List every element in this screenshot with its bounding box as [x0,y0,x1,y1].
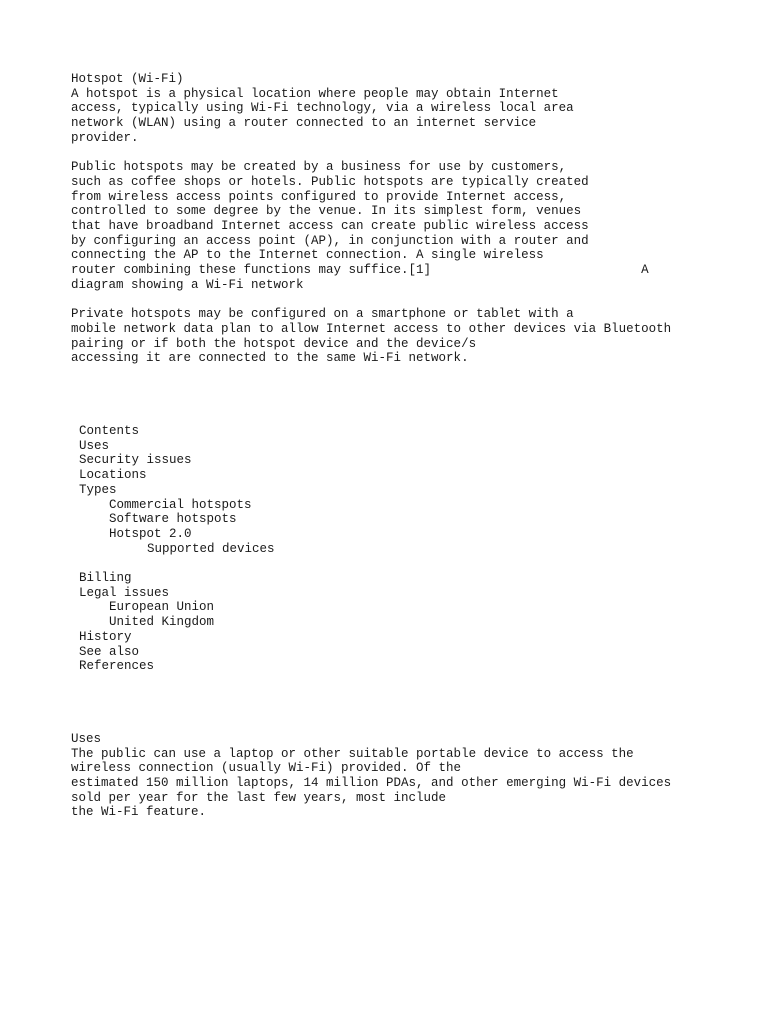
uses-heading: Uses [71,731,102,746]
private-line: pairing or if both the hotspot device and the device/s [71,336,477,351]
uses-line: wireless connection (usually Wi-Fi) provided. Of the [71,761,462,776]
toc-item-types[interactable]: Types [79,482,117,497]
private-line: accessing it are connected to the same Wi-Fi network. [71,351,469,366]
intro-line: provider. [71,130,139,145]
intro-line: A hotspot is a physical location where people may obtain Internet [71,86,559,101]
private-line: Private hotspots may be configured on a smartphone or tablet with a [71,307,574,322]
public-line: by configuring an access point (AP), in conjunction with a router and [71,233,589,248]
toc-item-locations[interactable]: Locations [79,468,147,483]
toc-item-software-hotspots[interactable]: Software hotspots [109,512,237,527]
toc-item-references[interactable]: References [79,659,155,674]
intro-line: access, typically using Wi-Fi technology, via a wireless local area [71,101,574,116]
toc-item-uses[interactable]: Uses [79,438,110,453]
uses-line: sold per year for the last few years, most include [71,790,447,805]
public-line: router combining these functions may suffice.[1] A [71,263,649,278]
public-line: such as coffee shops or hotels. Public hotspots are typically created [71,174,589,189]
intro-section [71,72,711,146]
document-body [71,72,711,820]
private-line: mobile network data plan to allow Internet access to other devices via Bluetooth [71,321,672,336]
toc-spacer [79,556,711,571]
uses-line: The public can use a laptop or other suitable portable device to access the [71,746,634,761]
public-line: that have broadband Internet access can create public wireless access [71,219,589,234]
intro-line: network (WLAN) using a router connected to an internet service [71,116,537,131]
uses-section [71,732,711,820]
toc-item-billing[interactable]: Billing [79,571,132,586]
toc-item-united-kingdom[interactable]: United Kingdom [109,615,215,630]
toc-item-history[interactable]: History [79,629,132,644]
toc-item-european-union[interactable]: European Union [109,600,215,615]
toc-item-supported-devices[interactable]: Supported devices [147,541,275,556]
toc-item-see-also[interactable]: See also [79,644,140,659]
public-line: controlled to some degree by the venue. In its simplest form, venues [71,204,582,219]
article-title: Hotspot (Wi-Fi) [71,72,184,86]
public-line: diagram showing a Wi-Fi network [71,277,304,292]
public-line: Public hotspots may be created by a business for use by customers, [71,160,567,175]
public-line: connecting the AP to the Internet connection. A single wireless [71,248,544,263]
toc-item-commercial-hotspots[interactable]: Commercial hotspots [109,497,252,512]
public-hotspots-paragraph [71,160,711,292]
toc-heading: Contents [79,424,140,439]
private-hotspots-paragraph [71,307,711,366]
toc-item-hotspot-2-0[interactable]: Hotspot 2.0 [109,526,192,541]
toc-item-legal-issues[interactable]: Legal issues [79,585,170,600]
table-of-contents [71,424,711,674]
public-line: from wireless access points configured to provide Internet access, [71,189,567,204]
toc-item-security-issues[interactable]: Security issues [79,453,192,468]
uses-line: estimated 150 million laptops, 14 million PDAs, and other emerging Wi-Fi devices [71,776,672,791]
uses-line: the Wi-Fi feature. [71,805,207,820]
